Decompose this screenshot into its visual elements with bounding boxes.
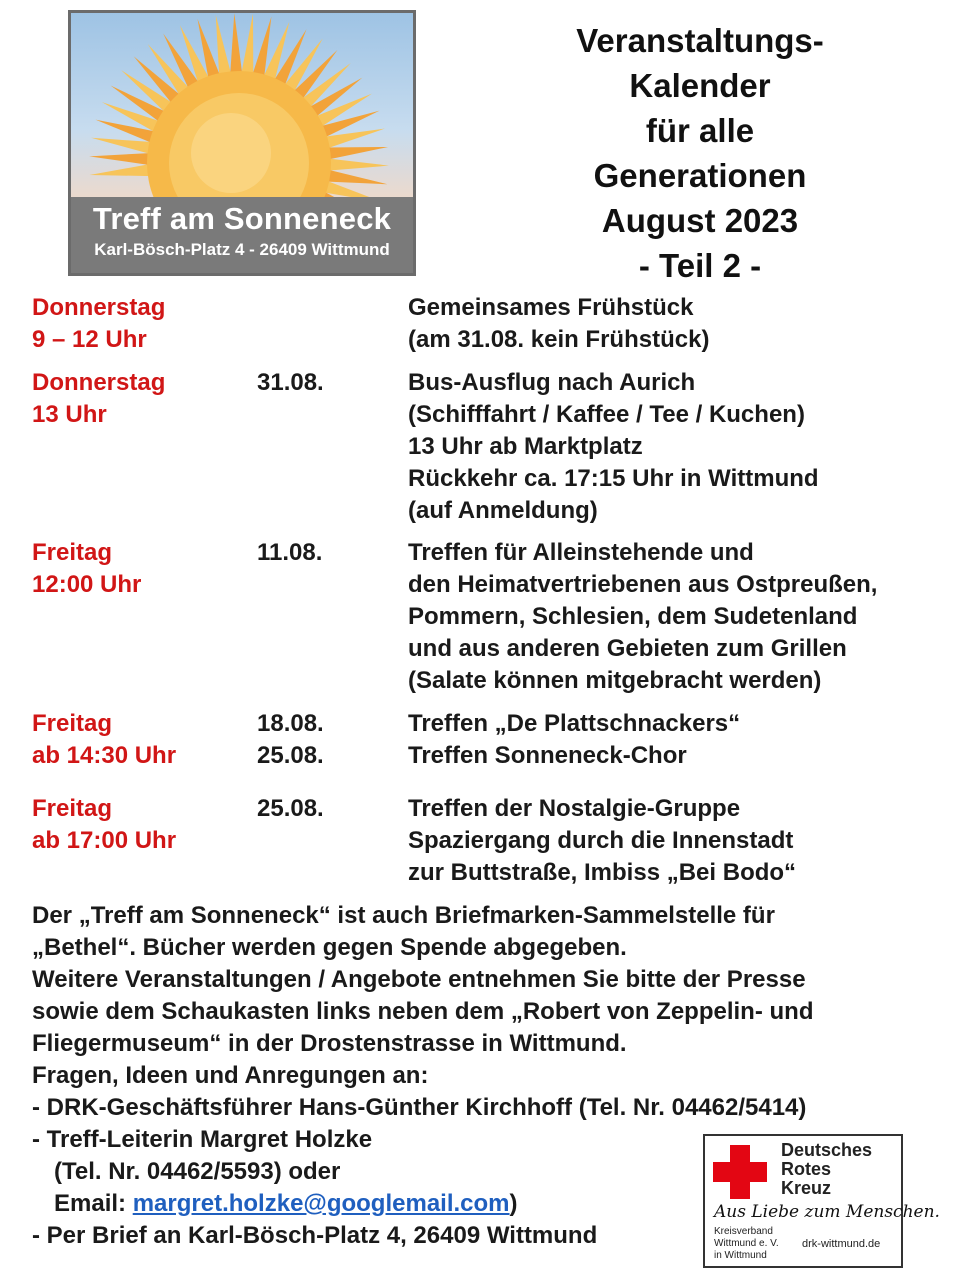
drk-website: drk-wittmund.de [802,1238,881,1250]
event-desc-line: Treffen für Alleinstehende und [408,539,754,566]
event-desc-line: (am 31.08. kein Frühstück) [408,326,710,353]
sun-ray [327,158,389,170]
event-day [32,793,176,857]
sun-ray [241,14,253,77]
drk-name [781,1141,872,1198]
info-line: Der „Treff am Sonneneck“ ist auch Briefmarken-Sammelstelle für [32,902,775,929]
red-cross-icon [711,1143,769,1201]
event-desc-line: (auf Anmeldung) [408,497,598,524]
event-day-label: Donnerstag [32,369,166,396]
event-desc-line: Treffen Sonneneck-Chor [408,742,687,769]
event-desc-line: Treffen „De Plattschnackers“ [408,710,741,737]
event-time-label: 13 Uhr [32,401,107,428]
sun-ray [325,169,387,184]
event-description [408,708,740,772]
contact-line: - Treff-Leiterin Margret Holzke [32,1126,373,1153]
event-desc-line: (Salate können mitgebracht werden) [408,667,822,694]
drk-branch-line: Wittmund e. V. [714,1238,779,1249]
title-line: Kalender [629,67,771,104]
sun-ray [216,15,232,77]
event-desc-line: (Schifffahrt / Kaffee / Tee / Kuchen) [408,401,805,428]
contact-line: - Per Brief an Karl-Bösch-Platz 4, 26409 Wittmund [32,1222,598,1249]
event-date-label: 25.08. [257,795,324,822]
drk-name-line: Deutsches [781,1140,873,1160]
info-line: Fliegermuseum“ in der Drostenstrasse in Wittmund. [32,1030,627,1057]
drk-branch [714,1226,779,1262]
event-date [257,793,324,825]
event-day [32,292,165,356]
event-desc-line: Pommern, Schlesien, dem Sudetenland [408,603,858,630]
title-line: Generationen [593,157,807,194]
sun-ray [230,13,242,75]
drk-slogan: Aus Liebe zum Menschen. [714,1202,940,1222]
sun-ray [89,164,152,176]
drk-name-line: Kreuz [781,1178,832,1198]
contact-phone: (Tel. Nr. 04462/5593) oder [54,1158,341,1185]
contact-line: - DRK-Geschäftsführer Hans-Günther Kirchhoff (Tel. Nr. 04462/5414) [32,1094,807,1121]
event-desc-line: 13 Uhr ab Marktplatz [408,433,643,460]
event-desc-line: Treffen der Nostalgie-Gruppe [408,795,741,822]
event-date-label: 11.08. [257,539,323,566]
event-desc-line: und aus anderen Gebieten zum Grillen [408,635,847,662]
event-desc-line: den Heimatvertriebenen aus Ostpreußen, [408,571,878,598]
sun-ray [89,153,151,165]
sun-illustration [71,13,416,213]
event-desc-line: Gemeinsames Frühstück [408,294,694,321]
email-link[interactable]: margret.holzke@googlemail.com [132,1190,510,1217]
event-time-label: ab 14:30 Uhr [32,742,177,769]
sun-ray [91,138,153,155]
event-date [257,367,324,399]
event-day [32,537,141,601]
event-description [408,537,877,697]
event-day-label: Freitag [32,710,113,737]
title-line: - Teil 2 - [638,247,762,284]
logo-name: Treff am Sonneneck [92,201,392,236]
logo-address: Karl-Bösch-Platz 4 - 26409 Wittmund [94,240,390,259]
event-description [408,793,796,889]
event-date-label: 31.08. [257,369,324,396]
event-day-label: Donnerstag [32,294,166,321]
event-desc-line: zur Buttstraße, Imbiss „Bei Bodo“ [408,859,797,886]
event-time-label: 12:00 Uhr [32,571,142,598]
info-line: sowie dem Schaukasten links neben dem „Robert von Zeppelin- und [32,998,814,1025]
page-title [520,18,880,288]
event-day [32,367,165,431]
info-line: Fragen, Ideen und Anregungen an: [32,1062,429,1089]
drk-logo [703,1134,940,1268]
email-close: ) [509,1190,518,1217]
drk-name-line: Rotes [781,1159,832,1179]
event-date-label: 25.08. [257,742,324,769]
event-date [257,537,322,569]
event-day-label: Freitag [32,539,113,566]
event-desc-line: Bus-Ausflug nach Aurich [408,369,696,396]
event-date-label: 18.08. [257,710,324,737]
drk-branch-line: in Wittmund [714,1250,767,1261]
event-desc-line: Rückkehr ca. 17:15 Uhr in Wittmund [408,465,819,492]
treff-logo [68,10,416,276]
logo-band [71,197,413,273]
email-label: Email: [54,1190,133,1217]
title-line: für alle [645,112,755,149]
title-line: Veranstaltungs- [576,22,824,59]
event-description [408,292,709,356]
title-line: August 2023 [601,202,799,239]
event-time-label: ab 17:00 Uhr [32,827,177,854]
sun-ray [326,147,389,160]
info-line: Weitere Veranstaltungen / Angebote entnehmen Sie bitte der Presse [32,966,806,993]
event-time-label: 9 – 12 Uhr [32,326,147,353]
info-line: „Bethel“. Bücher werden gegen Spende abgegeben. [32,934,627,961]
event-day-label: Freitag [32,795,113,822]
event-description [408,367,819,527]
event-desc-line: Spaziergang durch die Innenstadt [408,827,794,854]
event-day [32,708,176,772]
drk-branch-line: Kreisverband [714,1226,773,1237]
event-date [257,708,324,772]
